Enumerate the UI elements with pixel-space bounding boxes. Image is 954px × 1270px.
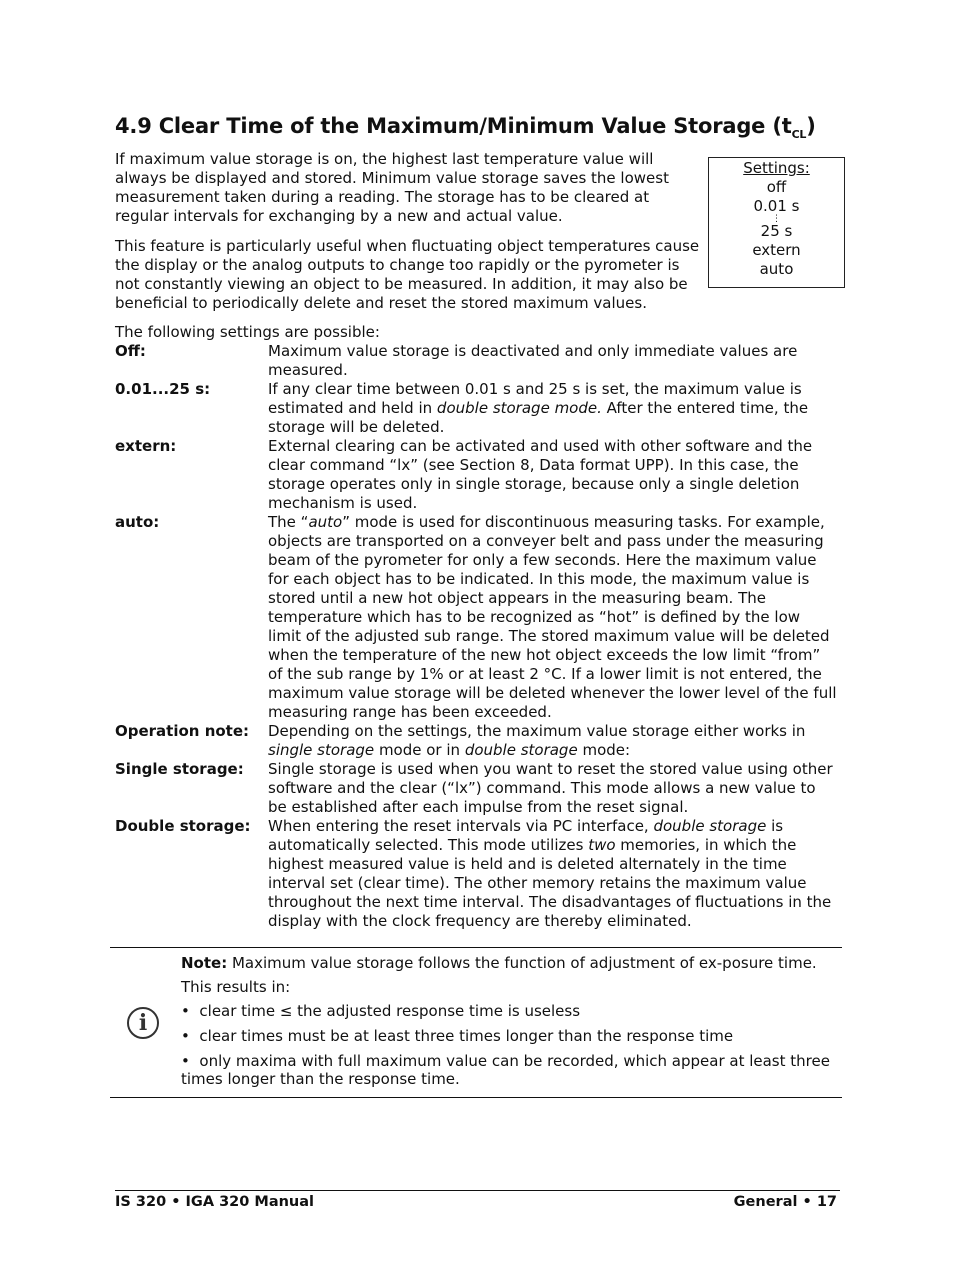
definition-term: 0.01...25 s: <box>115 380 211 398</box>
note-label: Note: <box>181 954 228 972</box>
definition-row <box>115 342 837 380</box>
definition-term: Double storage: <box>115 817 251 835</box>
definition-description: When entering the reset intervals via PC interface, double storage is automatically selected. This mode utilizes two memories, in which the highest measured value is held and is deleted alternately in the time interval set (clear time). The other memory retains the maximum value throughout the next time interval. The disadvantages of fluctuations in the display with the clock frequency are thereby eliminated. <box>268 817 832 930</box>
heading-close: ) <box>806 114 816 138</box>
bullet-icon: • <box>181 1052 190 1070</box>
definition-description: Maximum value storage is deactivated and only immediate values are measured. <box>268 342 798 379</box>
definition-term: extern: <box>115 437 177 455</box>
note-bullet: • clear times must be at least three times longer than the response time <box>181 1027 734 1045</box>
definition-row <box>115 513 837 722</box>
footer-title: IS 320 • IGA 320 Manual <box>115 1194 315 1210</box>
definition-description: The “auto” mode is used for discontinuous measuring tasks. For example, objects are transported on a conveyer belt and pass under the measuring beam of the pyrometer for only a few seconds. Here the maximum value for each object has to be indicated. In this mode, the maximum value is stored until a new hot object appears in the measuring beam. The temperature which has to be recognized as “hot” is defined by the low limit of the adjusted sub range. The stored maximum value will be deleted when the temperature of the new hot object exceeds the low limit “from” of the sub range by 1% or at least 2 °C. If a lower limit is not entered, the maximum value storage will be deleted whenever the lower level of the full measuring range has been exceeded. <box>268 513 837 721</box>
note-top-rule <box>110 947 842 948</box>
definition-row <box>115 437 837 513</box>
definition-description: Depending on the settings, the maximum value storage either works in single storage mode or in double storage mode: <box>268 722 806 759</box>
definition-row <box>115 722 837 760</box>
setting-auto: auto <box>759 260 794 278</box>
definition-description: External clearing can be activated and used with other software and the clear command “lx” (see Section 8, Data format UPP). In this case, the storage operates only in single storage, because only a single deletion mechanism is used. <box>268 437 813 512</box>
settings-title: Settings: <box>743 159 810 177</box>
definition-row <box>115 817 837 931</box>
vertical-ellipsis-icon: ⋮ <box>772 214 781 224</box>
heading-subscript: CL <box>791 128 807 142</box>
note-box <box>181 954 833 1088</box>
note-bullet: • only maxima with full maximum value can be recorded, which appear at least three times longer than the response time. <box>181 1052 830 1088</box>
bullet-icon: • <box>181 1002 190 1020</box>
note-bottom-rule <box>110 1097 842 1098</box>
definition-row <box>115 380 837 437</box>
setting-extern: extern <box>752 241 801 259</box>
definition-row <box>115 760 837 817</box>
page-number: General • 17 <box>733 1194 837 1210</box>
settings-box <box>708 157 845 288</box>
heading-text: 4.9 Clear Time of the Maximum/Minimum Value Storage (t <box>115 114 792 138</box>
definition-description: If any clear time between 0.01 s and 25 s is set, the maximum value is estimated and held in double storage mode. After the entered time, the storage will be deleted. <box>268 380 809 436</box>
info-icon: i <box>127 1007 159 1039</box>
definition-list <box>115 342 837 931</box>
setting-off: off <box>766 178 787 196</box>
note-line2: This results in: <box>181 978 291 996</box>
definition-term: Off: <box>115 342 146 360</box>
definition-term: Single storage: <box>115 760 244 778</box>
definition-term: auto: <box>115 513 160 531</box>
settings-intro: The following settings are possible: <box>115 323 380 341</box>
definition-description: Single storage is used when you want to reset the stored value using other software and the clear (“lx”) command. This mode allows a new value to be established after each impulse from the reset signal. <box>268 760 833 816</box>
definition-term: Operation note: <box>115 722 250 740</box>
section-heading <box>115 114 816 141</box>
paragraph-1: If maximum value storage is on, the highest last temperature value will always be displayed and stored. Minimum value storage saves the lowest measurement taken during a reading. The storage has to be cleared at regular intervals for exchanging by a new and actual value. <box>115 150 669 225</box>
setting-min: 0.01 s <box>753 197 800 215</box>
footer-rule <box>115 1190 840 1191</box>
paragraph-2: This feature is particularly useful when fluctuating object temperatures cause the display or the analog outputs to change too rapidly or the pyrometer is not constantly viewing an object to be measured. In addition, it may also be beneficial to periodically delete and reset the stored maximum values. <box>115 237 700 312</box>
bullet-icon: • <box>181 1027 190 1045</box>
note-text: Maximum value storage follows the function of adjustment of ex-posure time. <box>227 954 817 972</box>
setting-max: 25 s <box>760 222 793 240</box>
note-bullet: • clear time ≤ the adjusted response time is useless <box>181 1002 581 1020</box>
